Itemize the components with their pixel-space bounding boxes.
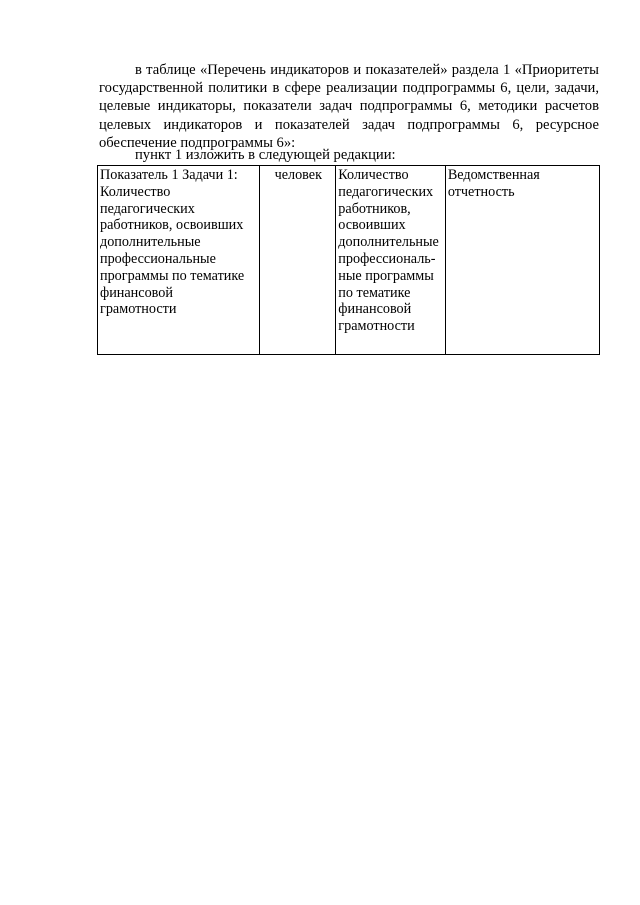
indicators-table [97, 165, 600, 355]
definition-line: Количество [338, 167, 409, 183]
indicator-cell [98, 166, 260, 355]
definition-line: работников, [338, 200, 411, 217]
source-cell [445, 166, 599, 355]
definition-cell [336, 166, 446, 355]
definition-line: профессиональ- [338, 250, 436, 267]
unit-cell [260, 166, 336, 355]
definition-line: финансовой [338, 301, 412, 318]
definition-line: дополнительные [338, 234, 439, 251]
definition-line: ные программы [338, 267, 434, 284]
point-instruction: пункт 1 изложить в следующей редакции: [135, 147, 396, 163]
table-row [98, 166, 600, 355]
source-line: Ведомственная [447, 167, 540, 183]
definition-line: грамотности [338, 318, 415, 335]
indicator-line: работников, освоивших [100, 217, 244, 234]
indicator-line: программы по тематике [100, 267, 245, 284]
indicator-line: Количество [100, 183, 171, 200]
indicator-line: педагогических [100, 200, 195, 217]
source-line: отчетность [447, 183, 515, 200]
definition-line: педагогических [338, 183, 434, 200]
indicator-line: Показатель 1 Задачи 1: [100, 167, 238, 183]
indicator-line: грамотности [100, 301, 177, 318]
unit-value: человек [274, 167, 322, 183]
indicator-line: профессиональные [100, 250, 216, 267]
definition-line: освоивших [338, 217, 406, 234]
definition-line: по тематике [338, 284, 411, 301]
intro-paragraph: в таблице «Перечень индикаторов и показателей» раздела 1 «Приоритеты государственной политики в сфере реализации подпрограммы 6, цели, задачи, целевые индикаторы, показатели задач подпрограммы 6, методики расчетов целевых индикаторов и показателей задач подпрограммы 6, ресурсное обеспечение подпрограммы 6»: [99, 62, 599, 151]
indicator-line: финансовой [100, 284, 173, 301]
indicator-line: дополнительные [100, 234, 201, 251]
